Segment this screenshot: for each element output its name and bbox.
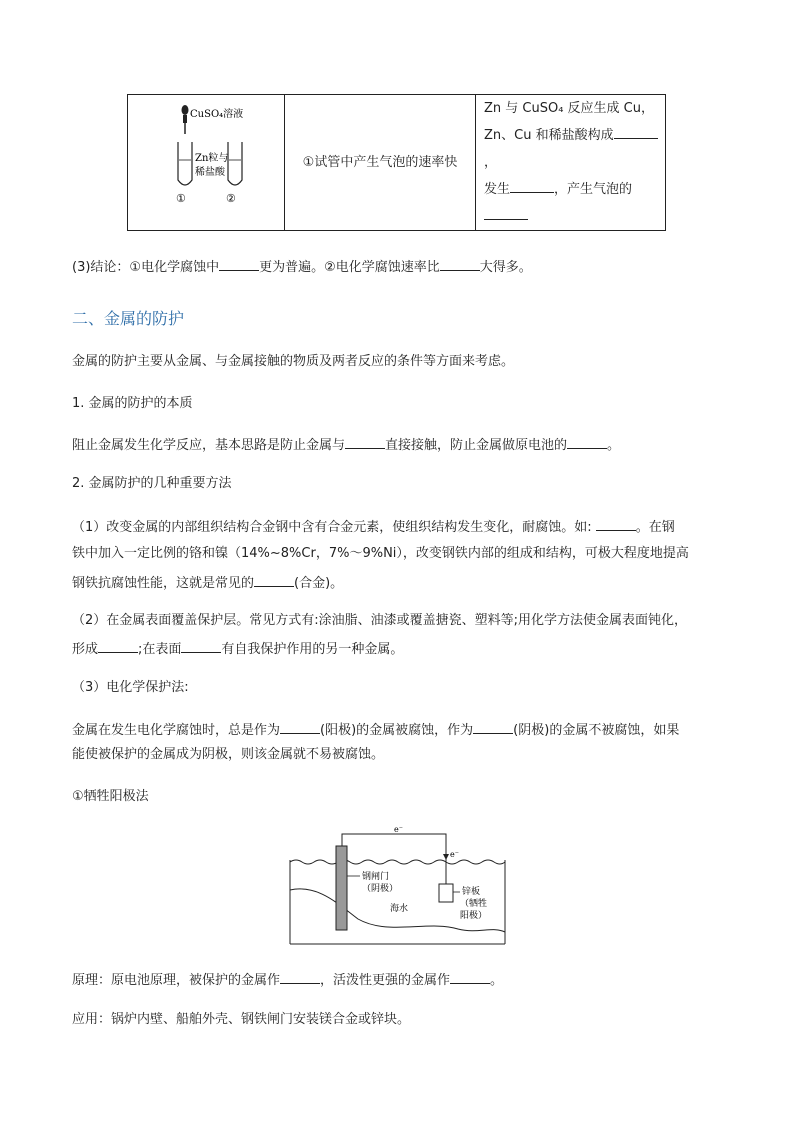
blank-field xyxy=(510,178,554,193)
gate-label-1: 钢闸门 xyxy=(362,872,390,882)
blank-field xyxy=(484,205,528,220)
tube-2-label: ② xyxy=(226,191,236,205)
sacrificial-anode-diagram xyxy=(288,824,508,948)
sacrificial-anode-title: ①牺牲阳极法 xyxy=(72,789,149,804)
conclusion-part2: 更为普遍。②电化学腐蚀速率比 xyxy=(259,260,440,275)
experiment-table xyxy=(127,94,666,231)
method3-line2: 能使被保护的金属成为阴极，则该金属就不易被腐蚀。 xyxy=(72,747,385,762)
blank-field xyxy=(473,719,513,734)
zn-label-line1: Zn粒与 xyxy=(195,152,229,164)
explanation-cell xyxy=(476,95,666,231)
principle-b: ，活泼性更强的金属作 xyxy=(320,973,451,988)
electron-top-label: e⁻ xyxy=(394,825,403,834)
explanation-line3: 发生 xyxy=(484,182,511,197)
blank-field xyxy=(181,638,221,653)
method1-text-a: （1）改变金属的内部组织结构合金钢中含有合金元素，使组织结构发生变化，耐腐蚀。如: xyxy=(72,520,592,535)
application-line: 应用：锅炉内壁、船舶外壳、钢铁闸门安装镁合金或锌块。 xyxy=(72,1012,411,1027)
electron-right-label: e⁻ xyxy=(450,850,459,859)
explanation-line2: Zn、Cu 和稀盐酸构成 xyxy=(484,128,614,143)
cuso4-label: CuSO₄溶液 xyxy=(190,108,244,120)
blank-field xyxy=(98,638,138,653)
blank-field xyxy=(440,256,480,271)
blank-field xyxy=(450,969,490,984)
principle-line xyxy=(72,969,503,991)
method2-line2-a: 形成 xyxy=(72,642,99,657)
tube-1-label: ① xyxy=(176,191,186,205)
method2-line1: （2）在金属表面覆盖保护层。常见方式有:涂油脂、油漆或覆盖搪瓷、塑料等;用化学方法使金属表面钝化， xyxy=(72,613,688,628)
blank-field xyxy=(280,969,320,984)
method1-line1 xyxy=(72,516,675,538)
method3-line1-a: 金属在发生电化学腐蚀时，总是作为 xyxy=(72,723,281,738)
zinc-label-1: 锌板 xyxy=(462,887,481,897)
point1-text-b: 直接接触，防止金属做原电池的 xyxy=(385,438,568,453)
method1-text-b: 。在钢 xyxy=(635,520,675,535)
intro-text: 金属的防护主要从金属、与金属接触的物质及两者反应的条件等方面来考虑。 xyxy=(72,354,515,369)
phenomenon-cell xyxy=(285,95,476,231)
method1-line3-a: 钢铁抗腐蚀性能，这就是常见的 xyxy=(72,576,255,591)
method2-line2-b: ;在表面 xyxy=(138,642,182,657)
blank-field xyxy=(596,516,636,531)
zinc-label-3: 阳极） xyxy=(460,911,488,921)
steel-gate-rect xyxy=(336,846,347,930)
zinc-label-2: （牺牲 xyxy=(460,899,488,909)
explanation-line1: Zn 与 CuSO₄ 反应生成 Cu， xyxy=(484,101,655,116)
blank-field xyxy=(345,434,385,449)
zinc-plate-rect xyxy=(439,884,453,902)
method3-line1-b: (阳极)的金属被腐蚀，作为 xyxy=(320,723,474,738)
test-tube-figure xyxy=(128,100,284,222)
phenomenon-text: ①试管中产生气泡的速率快 xyxy=(302,155,458,170)
point2-title: 2. 金属防护的几种重要方法 xyxy=(72,476,232,491)
blank-field xyxy=(280,719,320,734)
blank-field xyxy=(567,434,607,449)
conclusion-part3: 大得多。 xyxy=(479,260,532,275)
point1-text-a: 阻止金属发生化学反应，基本思路是防止金属与 xyxy=(72,438,346,453)
conclusion-part1: (3)结论：①电化学腐蚀中 xyxy=(72,260,220,275)
point1-text xyxy=(72,434,620,456)
blank-field xyxy=(614,124,658,139)
method3-title: （3）电化学保护法: xyxy=(72,680,189,695)
method2-line2-c: 有自我保护作用的另一种金属。 xyxy=(221,642,404,657)
principle-c: 。 xyxy=(490,973,504,988)
zn-label-line2: 稀盐酸 xyxy=(195,166,225,178)
explanation-comma: ， xyxy=(484,155,498,170)
blank-field xyxy=(219,256,259,271)
method3-line1-c: (阴极)的金属不被腐蚀，如果 xyxy=(513,723,680,738)
principle-a: 原理：原电池原理，被保护的金属作 xyxy=(72,973,281,988)
method2-line2 xyxy=(72,638,403,660)
point1-title: 1. 金属的防护的本质 xyxy=(72,396,193,411)
method1-line3-b: (合金)。 xyxy=(294,576,344,591)
figure-cell xyxy=(128,95,285,231)
method3-line1 xyxy=(72,719,679,741)
seawater-label: 海水 xyxy=(390,904,409,914)
section-title: 二、金属的防护 xyxy=(72,309,185,328)
explanation-line3-post: ，产生气泡的 xyxy=(554,182,633,197)
gate-label-2: （阴极） xyxy=(362,884,399,894)
method1-line2: 铁中加入一定比例的铬和镍（14%~8%Cr，7%～9%Ni），改变钢铁内部的组成和结构，可极大程度地提高 xyxy=(72,546,689,561)
method1-line3 xyxy=(72,572,343,594)
conclusion-line xyxy=(72,256,532,278)
blank-field xyxy=(254,572,294,587)
point1-text-c: 。 xyxy=(607,438,621,453)
